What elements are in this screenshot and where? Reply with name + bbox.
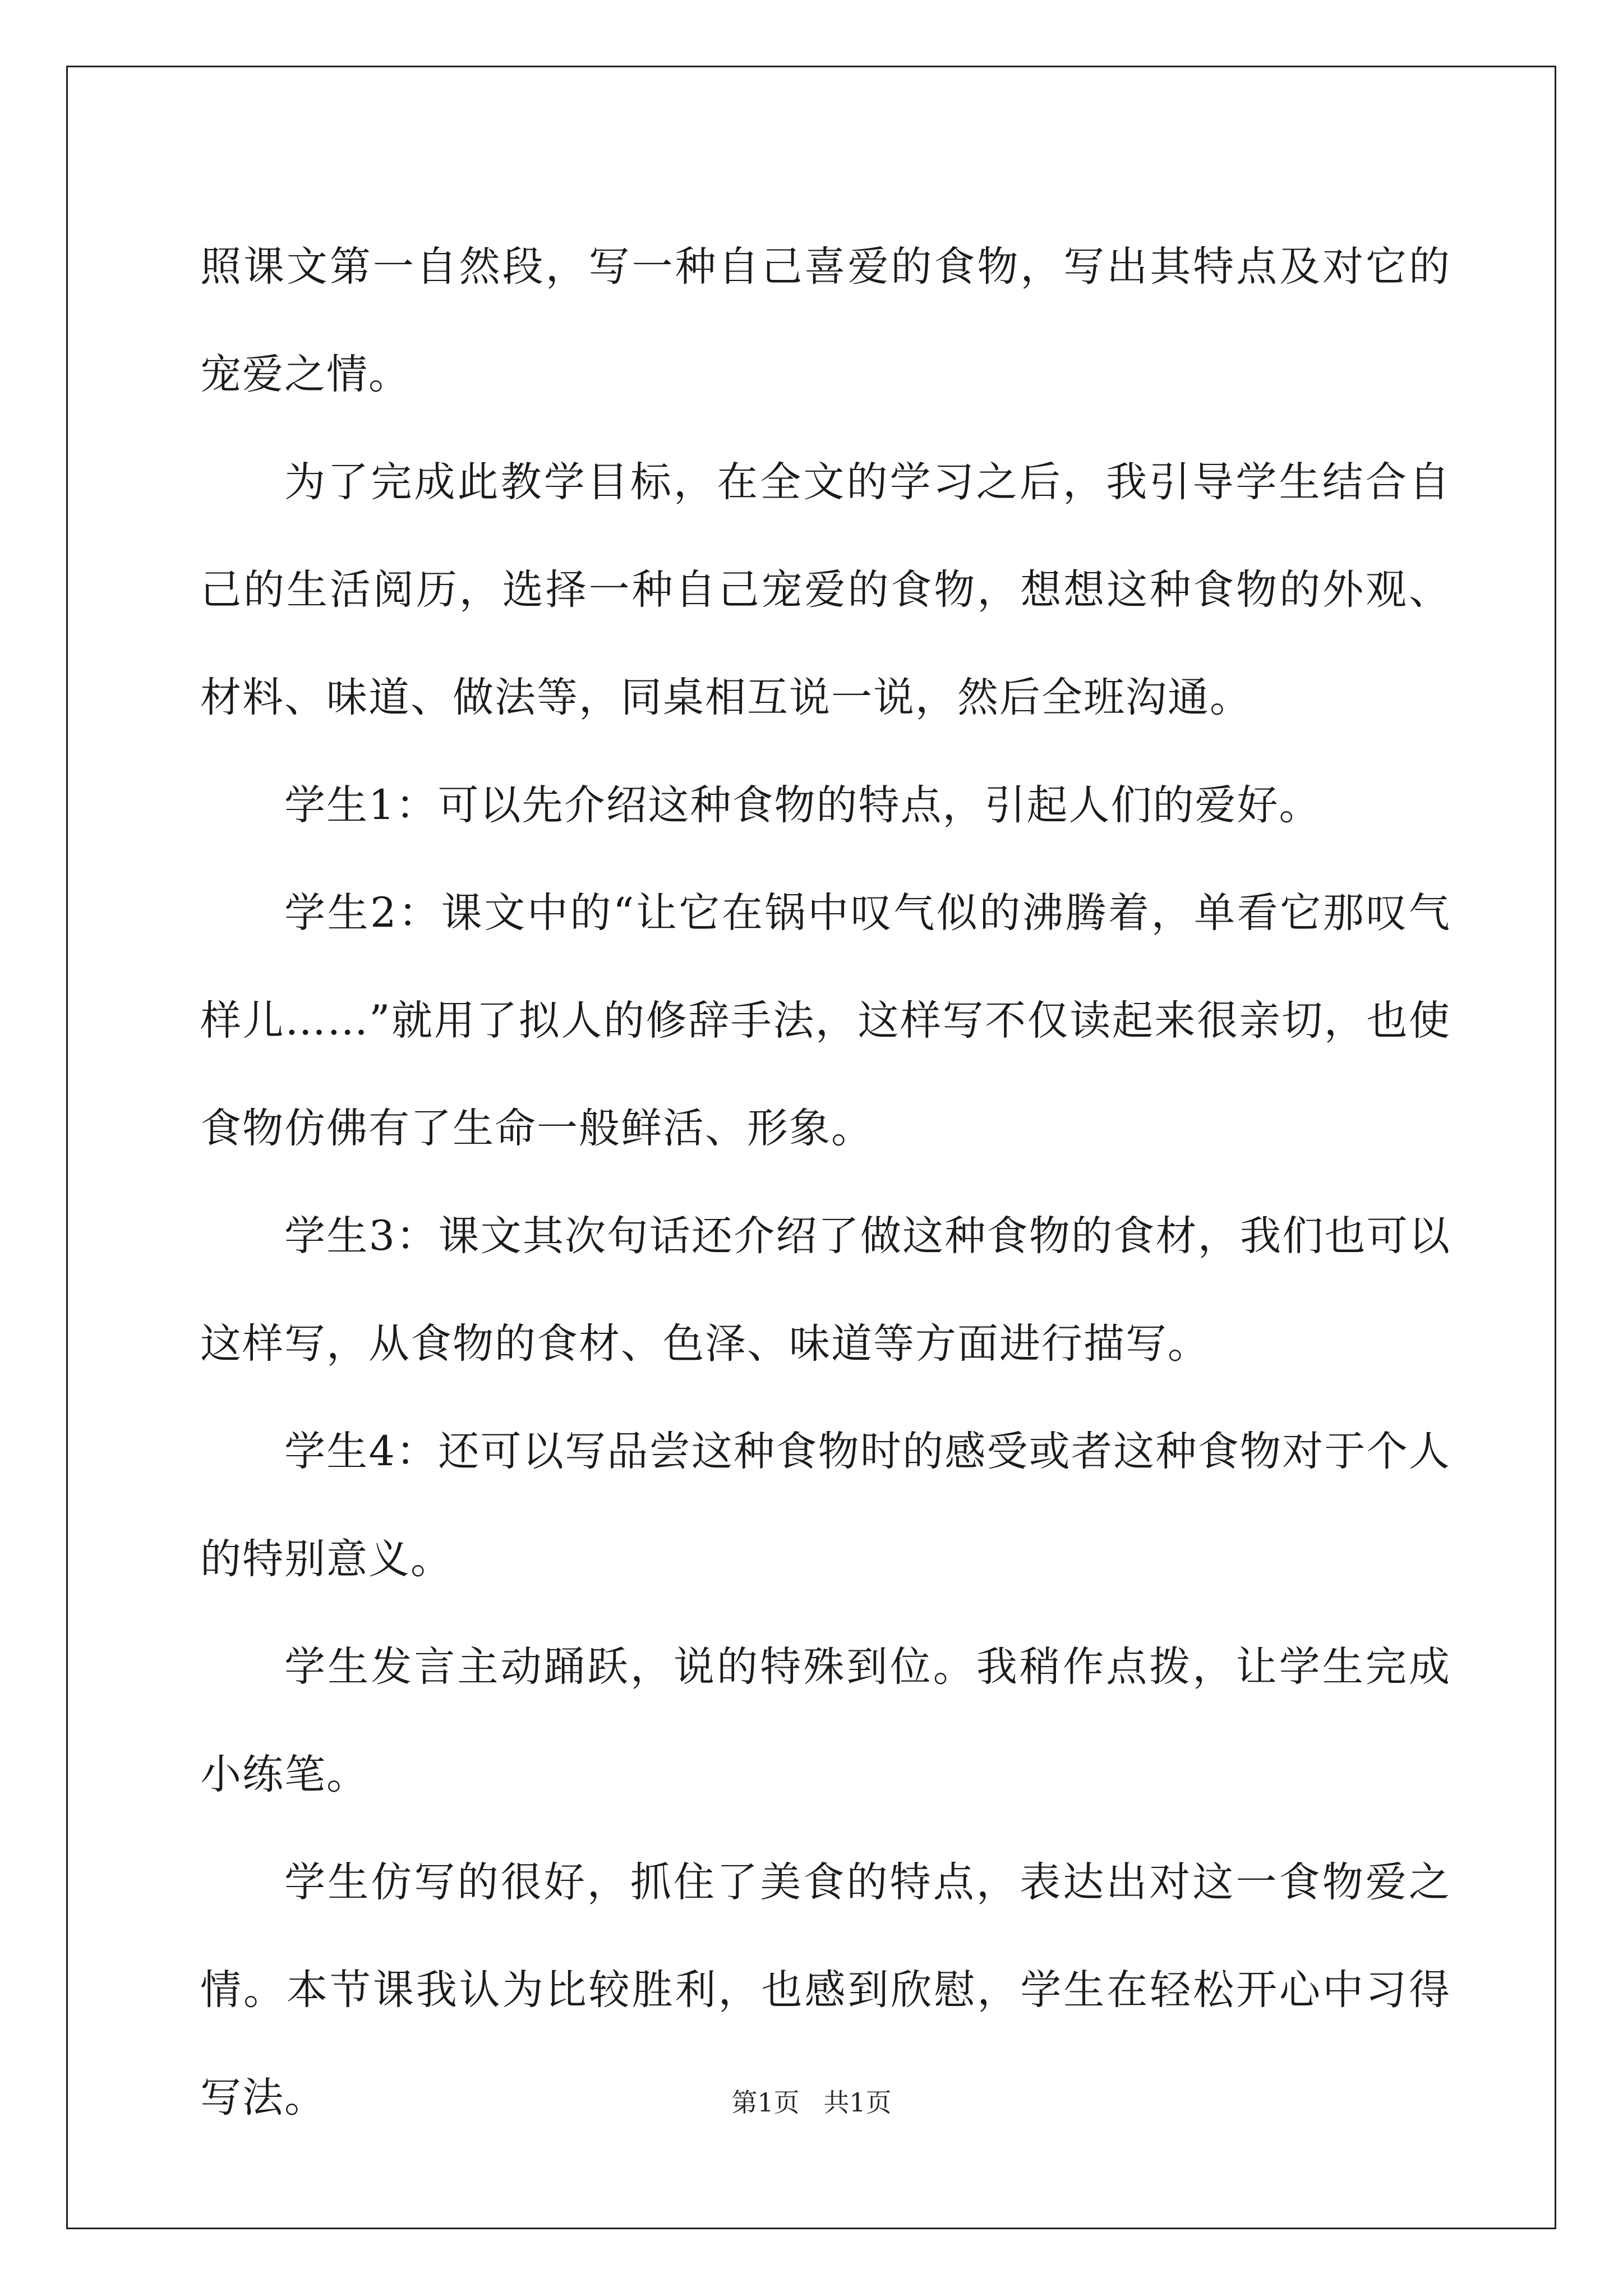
page-total: 共1页 — [823, 2087, 892, 2118]
paragraph: 照课文第一自然段，写一种自己喜爱的食物，写出其特点及对它的宠爱之情。 — [200, 243, 1451, 398]
paragraph: 学生2：课文中的“让它在锅中叹气似的沸腾着，单看它那叹气样儿……”就用了拟人的修辞手法，这样写不仅读起来很亲切，也使食物仿佛有了生命一般鲜活、形象。 — [200, 889, 1451, 1152]
paragraph: 学生1：可以先介绍这种食物的特点，引起人们的爱好。 — [284, 781, 1321, 829]
page-number: 第1页 — [731, 2087, 800, 2118]
document-body — [200, 213, 1451, 2152]
paragraph: 学生发言主动踊跃，说的特殊到位。我稍作点拨，让学生完成小练笔。 — [200, 1643, 1451, 1798]
page-footer — [0, 2082, 1623, 2119]
paragraph: 学生3：课文其次句话还介绍了做这种食物的食材，我们也可以这样写，从食物的食材、色泽、味道等方面进行描写。 — [200, 1212, 1451, 1368]
paragraph: 学生4：还可以写品尝这种食物时的感受或者这种食物对于个人的特别意义。 — [200, 1428, 1451, 1583]
paragraph: 为了完成此教学目标，在全文的学习之后，我引导学生结合自己的生活阅历，选择一种自己宠爱的食物，想想这种食物的外观、材料、味道、做法等，同桌相互说一说，然后全班沟通。 — [200, 458, 1451, 721]
paragraph: 学生仿写的很好，抓住了美食的特点，表达出对这一食物爱之情。本节课我认为比较胜利，也感到欣慰，学生在轻松开心中习得写法。 — [200, 1858, 1451, 2122]
